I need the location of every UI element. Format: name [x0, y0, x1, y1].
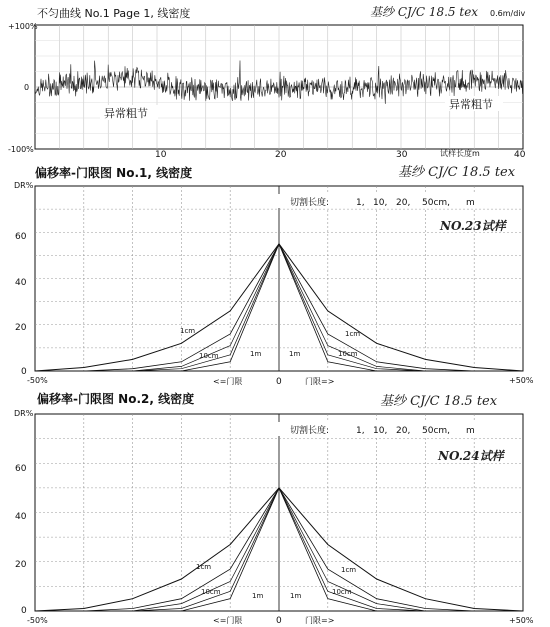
dr1-curve-label-1m-right: 1m	[289, 350, 301, 358]
dr1-xlabel-left: -50%	[27, 376, 48, 385]
dr1-cut-length-label: 切割长度:	[290, 198, 330, 208]
dr1-cut-length-2: 10,	[373, 198, 388, 208]
trace-ytick-top: +100%	[8, 22, 38, 31]
trace-annotation-2: 异常粗节	[449, 98, 493, 111]
dr2-curve-label-10cm-left: 10cm	[201, 588, 221, 596]
dr2-sample-note: NO.24试样	[438, 449, 504, 463]
trace-xtick-20: 20	[275, 150, 287, 160]
trace-xtick-40: 40	[514, 150, 526, 160]
dr2-xlabel-left: -50%	[27, 616, 48, 625]
dr2-ytick-20: 20	[15, 560, 27, 570]
dr2-cut-length-3: 20,	[396, 426, 411, 436]
trace-xtick-30: 30	[396, 150, 408, 160]
dr1-ytick-20: 20	[15, 323, 27, 333]
trace-xtick-10: 10	[155, 150, 167, 160]
trace-ytick-zero: 0	[24, 83, 30, 92]
dr1-cut-length-5: m	[466, 198, 475, 208]
trace-scale-label: 0.6m/div	[490, 9, 526, 18]
dr2-curve-label-1cm-right: 1cm	[341, 566, 357, 574]
dr2-ytick-60: 60	[15, 464, 27, 474]
dr2-cut-length-4: 50cm,	[422, 426, 451, 436]
trace-chart	[8, 5, 526, 160]
dr-chart-1	[14, 165, 534, 387]
dr2-curve-label-10cm-right: 10cm	[332, 588, 352, 596]
dr1-sample-note: NO.23试样	[440, 219, 506, 233]
dr1-upper-limit: 门限=>	[305, 377, 335, 386]
dr1-curve-label-1cm-left: 1cm	[180, 327, 196, 335]
dr1-curve-label-1m-left: 1m	[250, 350, 262, 358]
dr1-ytick-40: 40	[15, 278, 27, 288]
trace-xlabel: 试样长度m	[440, 149, 480, 158]
dr2-cut-length-2: 10,	[373, 426, 388, 436]
dr1-xlabel-center: 0	[276, 377, 282, 387]
dr2-y-axis-title: DR%	[14, 409, 34, 418]
dr2-curve-label-1cm-left: 1cm	[196, 563, 212, 571]
dr2-curve-label-1m-left: 1m	[252, 592, 264, 600]
dr1-ytick-60: 60	[15, 232, 27, 242]
dr1-handwritten-note: 基纱 CJ/C 18.5 tex	[398, 165, 516, 180]
dr2-cut-length-label: 切割长度:	[290, 426, 330, 436]
dr2-upper-limit: 门限=>	[305, 616, 335, 625]
dr2-ytick-0: 0	[21, 606, 27, 616]
dr1-curve-label-10cm-left: 10cm	[199, 352, 219, 360]
dr1-cut-length-4: 50cm,	[422, 198, 451, 208]
trace-ytick-bottom: -100%	[8, 145, 34, 154]
dr1-xlabel-right: +50%	[509, 376, 534, 385]
dr-chart-2	[14, 391, 534, 626]
dr1-curve-label-1cm-right: 1cm	[345, 330, 361, 338]
dr1-title: 偏移率-门限图 No.1, 线密度	[35, 166, 193, 180]
trace-title: 不匀曲线 No.1 Page 1, 线密度	[37, 7, 191, 20]
dr2-xlabel-center: 0	[276, 616, 282, 626]
dr2-lower-limit: <=门限	[213, 616, 243, 625]
dr1-cut-length-1: 1,	[356, 198, 365, 208]
dr1-y-axis-title: DR%	[14, 181, 34, 190]
trace-handwritten-note: 基纱 CJ/C 18.5 tex	[370, 5, 479, 19]
dr2-cut-length-5: m	[466, 426, 475, 436]
dr2-cut-length-1: 1,	[356, 426, 365, 436]
dr2-ytick-40: 40	[15, 512, 27, 522]
trace-annotation-1: 异常粗节	[104, 107, 148, 120]
dr1-curve-label-10cm-right: 10cm	[338, 350, 358, 358]
dr2-handwritten-note: 基纱 CJ/C 18.5 tex	[380, 394, 498, 409]
dr2-grid	[35, 414, 523, 611]
dr1-lower-limit: <=门限	[213, 377, 243, 386]
dr1-grid	[35, 186, 523, 371]
dr2-curve-label-1m-right: 1m	[290, 592, 302, 600]
dr2-title: 偏移率-门限图 No.2, 线密度	[37, 392, 195, 406]
dr2-xlabel-right: +50%	[509, 616, 534, 625]
dr1-ytick-0: 0	[21, 367, 27, 377]
dr1-cut-length-3: 20,	[396, 198, 411, 208]
